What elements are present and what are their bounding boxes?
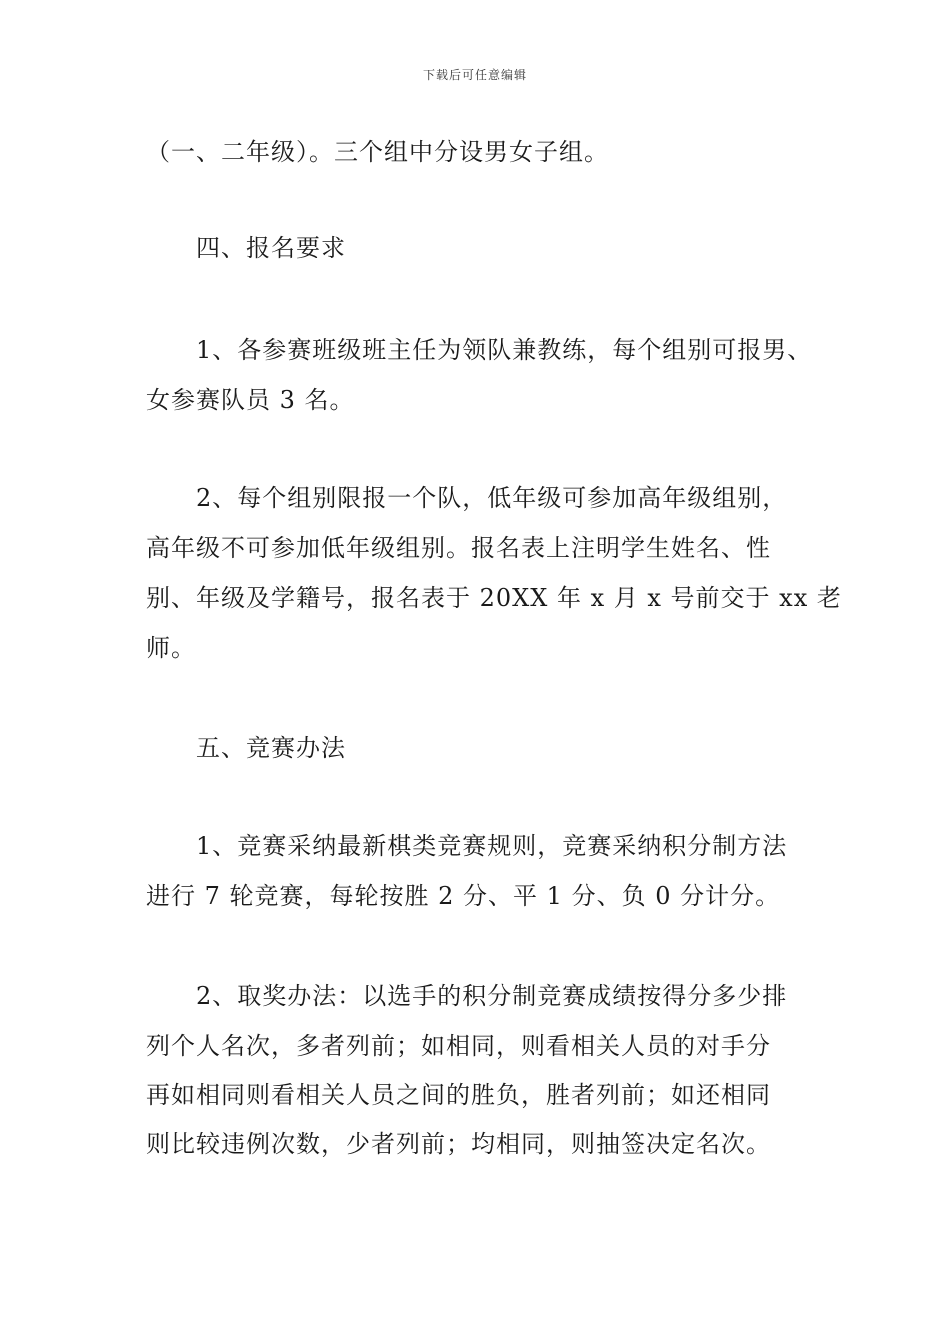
section-heading: 五、竞赛办法	[196, 734, 346, 762]
page-header: 下载后可任意编辑	[422, 68, 527, 82]
section-heading: 四、报名要求	[196, 234, 346, 262]
text-line: 2、取奖办法：以选手的积分制竞赛成绩按得分多少排	[196, 982, 788, 1010]
text-line: 2、每个组别限报一个队，低年级可参加高年级组别，	[196, 484, 788, 512]
text-line: 再如相同则看相关人员之间的胜负，胜者列前；如还相同	[146, 1081, 771, 1109]
text-line: 师。	[146, 634, 196, 662]
text-line: 1、各参赛班级班主任为领队兼教练，每个组别可报男、	[196, 336, 813, 364]
text-line: 进行 7 轮竞赛，每轮按胜 2 分、平 1 分、负 0 分计分。	[146, 882, 781, 910]
text-line: 则比较违例次数，少者列前；均相同，则抽签决定名次。	[146, 1130, 771, 1158]
text-line: （一、二年级）。三个组中分设男女子组。	[146, 138, 609, 166]
text-line: 女参赛队员 3 名。	[146, 386, 355, 414]
text-line: 高年级不可参加低年级组别。报名表上注明学生姓名、性	[146, 534, 771, 562]
text-line: 列个人名次，多者列前；如相同，则看相关人员的对手分	[146, 1032, 771, 1060]
text-line: 别、年级及学籍号，报名表于 20XX 年 x 月 x 号前交于 xx 老	[146, 584, 842, 612]
text-line: 1、竞赛采纳最新棋类竞赛规则，竞赛采纳积分制方法	[196, 832, 788, 860]
